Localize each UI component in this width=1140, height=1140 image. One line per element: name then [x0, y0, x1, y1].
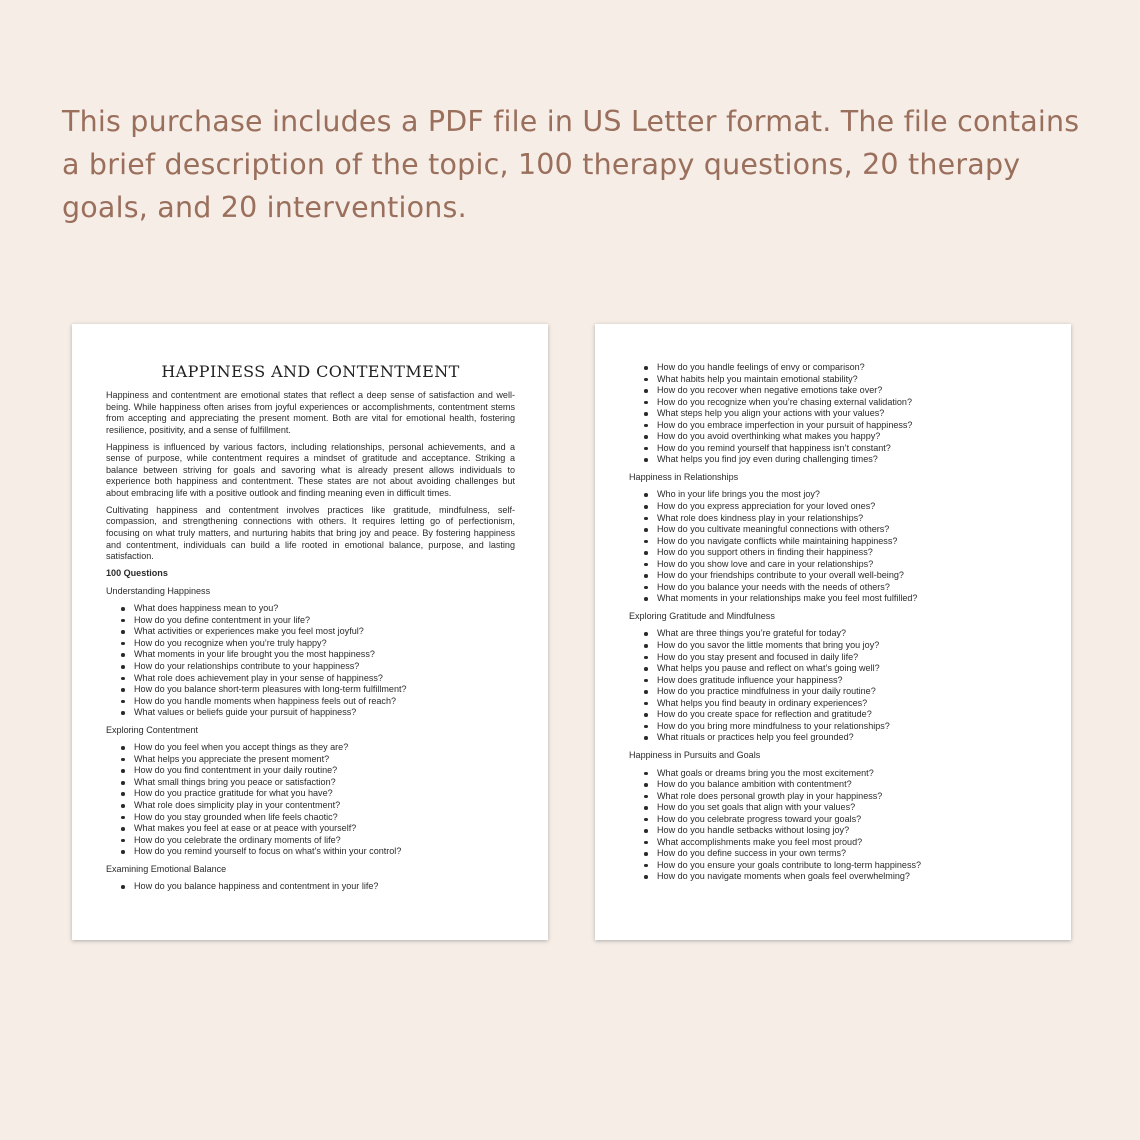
question-item: What helps you pause and reflect on what’s going well?	[657, 663, 1038, 675]
question-item: How does gratitude influence your happiness?	[657, 675, 1038, 687]
question-item: How do you recognize when you’re truly happy?	[134, 638, 515, 650]
question-item: How do you cultivate meaningful connections with others?	[657, 524, 1038, 536]
question-item: How do your friendships contribute to your overall well-being?	[657, 570, 1038, 582]
question-item: How do you practice mindfulness in your daily routine?	[657, 686, 1038, 698]
question-item: Who in your life brings you the most joy?	[657, 489, 1038, 501]
question-list	[629, 768, 1038, 883]
question-item: What helps you find joy even during challenging times?	[657, 454, 1038, 466]
question-list	[106, 603, 515, 718]
question-item: What values or beliefs guide your pursuit of happiness?	[134, 707, 515, 719]
question-item: How do you set goals that align with your values?	[657, 802, 1038, 814]
question-item: How do you express appreciation for your loved ones?	[657, 501, 1038, 513]
question-item: How do you navigate conflicts while maintaining happiness?	[657, 536, 1038, 548]
intro-paragraph: Happiness is influenced by various factors, including relationships, personal achievements, and a sense of purpose, while contentment requires a mindset of gratitude and acceptance. Striking a balance between striving for goals and savoring what is already present allows individuals to experience both happiness and contentment. These states are not about avoiding challenges but about embracing life with a positive outlook and finding meaning even in difficult times.	[106, 441, 515, 498]
section-heading: Understanding Happiness	[106, 585, 211, 596]
question-item: How do you find contentment in your daily routine?	[134, 765, 515, 777]
question-item: How do you handle setbacks without losing joy?	[657, 825, 1038, 837]
question-item: How do you balance your needs with the needs of others?	[657, 582, 1038, 594]
question-list	[106, 742, 515, 857]
question-item: How do you define contentment in your life?	[134, 615, 515, 627]
question-item: What does happiness mean to you?	[134, 603, 515, 615]
question-item: How do you embrace imperfection in your pursuit of happiness?	[657, 420, 1038, 432]
question-item: How do you recognize when you’re chasing external validation?	[657, 397, 1038, 409]
question-item: How do you avoid overthinking what makes you happy?	[657, 431, 1038, 443]
question-item: How do you navigate moments when goals feel overwhelming?	[657, 871, 1038, 883]
question-item: How do your relationships contribute to your happiness?	[134, 661, 515, 673]
section-heading: Happiness in Relationships	[629, 471, 739, 482]
section-heading: Happiness in Pursuits and Goals	[629, 749, 761, 760]
question-item: How do you remind yourself that happiness isn’t constant?	[657, 443, 1038, 455]
product-description: This purchase includes a PDF file in US Letter format. The file contains a brief description of the topic, 100 therapy questions, 20 therapy goals, and 20 interventions.	[62, 105, 1080, 224]
document-title: HAPPINESS AND CONTENTMENT	[161, 362, 460, 381]
question-item: How do you define success in your own terms?	[657, 848, 1038, 860]
question-list	[629, 489, 1038, 604]
page-1-content	[106, 362, 515, 899]
question-item: How do you balance short-term pleasures with long-term fulfillment?	[134, 684, 515, 696]
question-item: What goals or dreams bring you the most excitement?	[657, 768, 1038, 780]
continued-question-list	[629, 362, 1038, 466]
intro-paragraph: Happiness and contentment are emotional states that reflect a deep sense of satisfaction and well-being. While happiness often arises from joyful experiences or accomplishments, contentment stems from accepting and appreciating the present moment. Both are vital for emotional health, fostering resilience, positivity, and a sense of fulfillment.	[106, 390, 515, 435]
question-item: How do you practice gratitude for what you have?	[134, 788, 515, 800]
question-item: How do you bring more mindfulness to your relationships?	[657, 721, 1038, 733]
question-item: How do you create space for reflection and gratitude?	[657, 709, 1038, 721]
page-2-content	[629, 362, 1038, 889]
question-list	[106, 881, 515, 893]
questions-heading: 100 Questions	[106, 568, 168, 579]
question-item: How do you feel when you accept things as they are?	[134, 742, 515, 754]
question-item: What rituals or practices help you feel grounded?	[657, 732, 1038, 744]
document-page-1	[72, 324, 548, 940]
section-heading: Examining Emotional Balance	[106, 863, 227, 874]
question-item: How do you stay present and focused in daily life?	[657, 652, 1038, 664]
question-item: How do you stay grounded when life feels chaotic?	[134, 812, 515, 824]
section-heading: Exploring Contentment	[106, 724, 199, 735]
page-2-sections	[629, 472, 1038, 883]
question-item: What role does simplicity play in your contentment?	[134, 800, 515, 812]
question-item: What role does personal growth play in your happiness?	[657, 791, 1038, 803]
question-item: How do you savor the little moments that bring you joy?	[657, 640, 1038, 652]
question-item: What helps you appreciate the present moment?	[134, 754, 515, 766]
question-item: How do you show love and care in your relationships?	[657, 559, 1038, 571]
document-page-2	[595, 324, 1071, 940]
question-item: How do you remind yourself to focus on what’s within your control?	[134, 846, 515, 858]
question-item: How do you handle moments when happiness feels out of reach?	[134, 696, 515, 708]
question-item: What steps help you align your actions with your values?	[657, 408, 1038, 420]
question-item: How do you handle feelings of envy or comparison?	[657, 362, 1038, 374]
question-item: How do you recover when negative emotions take over?	[657, 385, 1038, 397]
question-item: How do you support others in finding their happiness?	[657, 547, 1038, 559]
question-item: What role does achievement play in your sense of happiness?	[134, 673, 515, 685]
question-item: What helps you find beauty in ordinary experiences?	[657, 698, 1038, 710]
question-item: How do you celebrate progress toward your goals?	[657, 814, 1038, 826]
question-item: What moments in your relationships make you feel most fulfilled?	[657, 593, 1038, 605]
question-item: How do you celebrate the ordinary moments of life?	[134, 835, 515, 847]
question-item: What habits help you maintain emotional stability?	[657, 374, 1038, 386]
question-item: What small things bring you peace or satisfaction?	[134, 777, 515, 789]
question-item: How do you balance happiness and contentment in your life?	[134, 881, 515, 893]
question-item: What makes you feel at ease or at peace with yourself?	[134, 823, 515, 835]
question-item: What activities or experiences make you feel most joyful?	[134, 626, 515, 638]
question-item: What moments in your life brought you the most happiness?	[134, 649, 515, 661]
page-1-sections	[106, 586, 515, 893]
question-item: What accomplishments make you feel most proud?	[657, 837, 1038, 849]
question-item: What role does kindness play in your relationships?	[657, 513, 1038, 525]
question-item: What are three things you’re grateful for today?	[657, 628, 1038, 640]
question-list	[629, 628, 1038, 743]
section-heading: Exploring Gratitude and Mindfulness	[629, 610, 775, 621]
question-item: How do you ensure your goals contribute to long-term happiness?	[657, 860, 1038, 872]
intro-paragraph: Cultivating happiness and contentment involves practices like gratitude, mindfulness, self-compassion, and strengthening connections with others. It requires letting go of perfectionism, focusing on what truly matters, and nurturing habits that bring joy and peace. By fostering happiness and contentment, individuals can build a life rooted in emotional balance, purpose, and lasting satisfaction.	[106, 504, 515, 562]
question-item: How do you balance ambition with contentment?	[657, 779, 1038, 791]
